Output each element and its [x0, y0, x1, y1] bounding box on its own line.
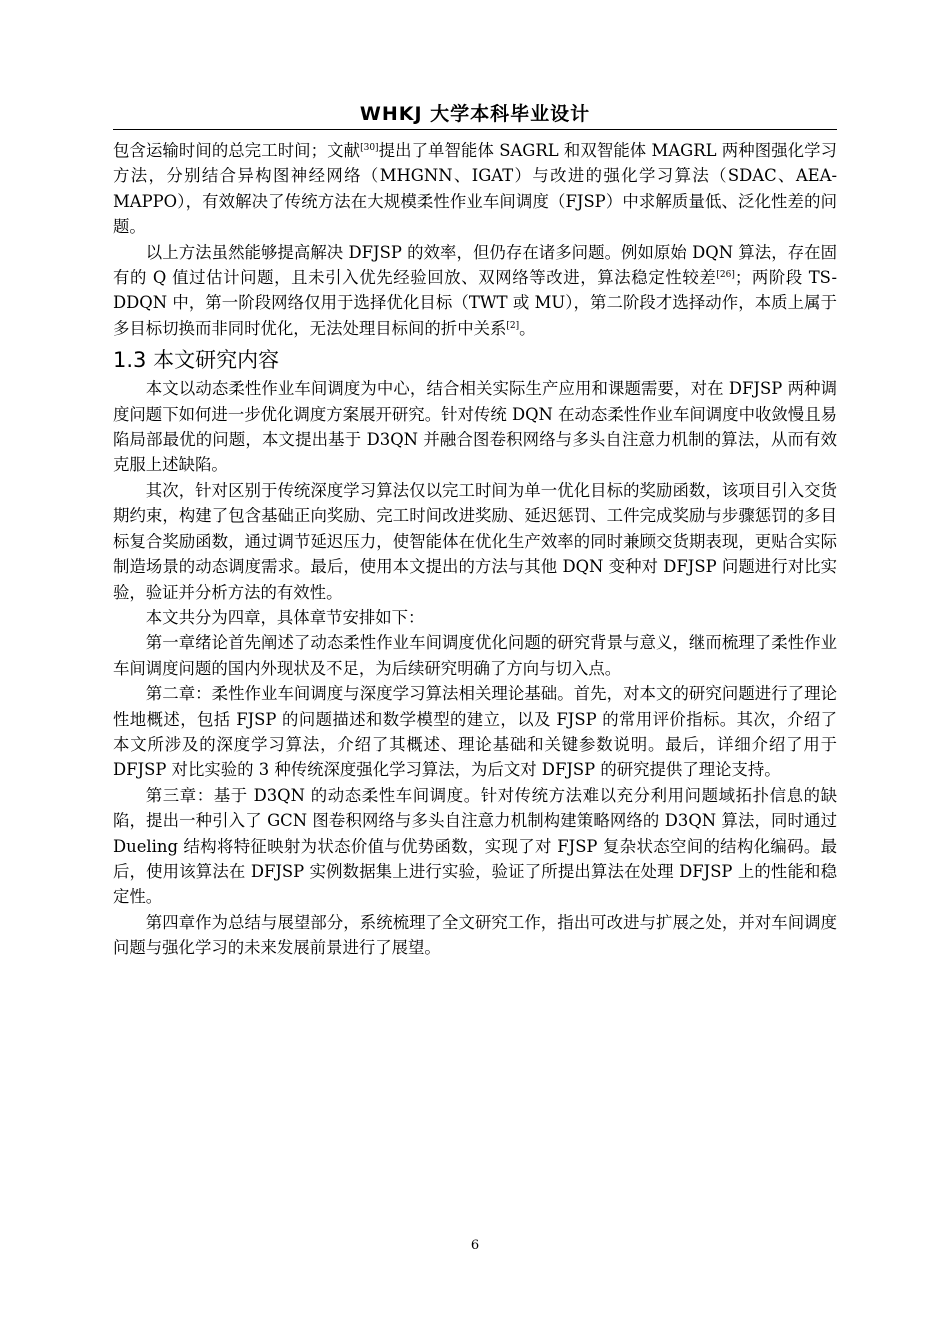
paragraph-text: 提出了单智能体 SAGRL 和双智能体 MAGRL 两种图强化学习方法，分别结合异构图神经网络（MHGNN、IGAT）与改进的强化学习算法（SDAC、AEA-MAPPO），有效解决了传统方法在大规模柔性作业车间调度（FJSP）中求解质量低、泛化性差的问题。	[113, 141, 837, 237]
page-body	[113, 138, 837, 961]
paragraph-5: 本文共分为四章，具体章节安排如下：	[145, 607, 425, 627]
paragraph-6: 第一章绪论首先阐述了动态柔性作业车间调度优化问题的研究背景与意义，继而梳理了柔性作业车间调度问题的国内外现状及不足，为后续研究明确了方向与切入点。	[113, 633, 837, 678]
page-number: 6	[470, 1238, 480, 1253]
paragraph-1	[113, 138, 837, 240]
section-heading: 1.3 本文研究内容	[113, 348, 280, 373]
paragraph-text: 以上方法虽然能够提高解决 DFJSP 的效率，但仍存在诸多问题。例如原始 DQN 算法，存在固有的 Q 值过估计问题，且未引入优先经验回放、双网络等改进，算法稳定性较差	[113, 242, 837, 288]
paragraph-text: 。	[519, 318, 536, 338]
paragraph-7: 第二章：柔性作业车间调度与深度学习算法相关理论基础。首先，对本文的研究问题进行了理论性地概述，包括 FJSP 的问题描述和数学模型的建立，以及 FJSP 的常用评价指标。其次，介绍了本文所涉及的深度学习算法，介绍了其概述、理论基础和关键参数说明。最后，详细介绍了用于 DFJSP 对比实验的 3 种传统深度强化学习算法，为后文对 DFJSP 的研究提供了理论支持。	[113, 684, 837, 780]
page-header-title: WHKJ 大学本科毕业设计	[359, 103, 591, 125]
paragraph-text: ；两阶段 TS-DDQN 中，第一阶段网络仅用于选择优化目标（TWT 或 MU），第二阶段才选择动作，本质上属于多目标切换而非同时优化，无法处理目标间的折中关系	[113, 268, 838, 338]
citation-ref: [30]	[360, 143, 379, 153]
paragraph-text: 包含运输时间的总完工时间；文献	[113, 141, 361, 160]
paragraph-4: 其次，针对区别于传统深度学习算法仅以完工时间为单一优化目标的奖励函数，该项目引入交货期约束，构建了包含基础正向奖励、完工时间改进奖励、延迟惩罚、工件完成奖励与步骤惩罚的多目标复合奖励函数，通过调节延迟压力，使智能体在优化生产效率的同时兼顾交货期表现，更贴合实际制造场景的动态调度需求。最后，使用本文提出的方法与其他 DQN 变种对 DFJSP 问题进行对比实验，验证并分析方法的有效性。	[113, 480, 837, 602]
citation-ref: [26]	[716, 270, 735, 281]
paragraph-9: 第四章作为总结与展望部分，系统梳理了全文研究工作，指出可改进与扩展之处，并对车间调度问题与强化学习的未来发展前景进行了展望。	[113, 912, 837, 958]
paragraph-8: 第三章：基于 D3QN 的动态柔性车间调度。针对传统方法难以充分利用问题域拓扑信息的缺陷，提出一种引入了 GCN 图卷积网络与多头自注意力机制构建策略网络的 D3QN 算法，同时通过 Dueling 结构将特征映射为状态价值与优势函数，实现了对 FJSP 复杂状态空间的结构化编码。最后，使用该算法在 DFJSP 实例数据集上进行实验，验证了所提出算法在处理 DFJSP 上的性能和稳定性。	[113, 785, 837, 907]
citation-ref: [2]	[506, 320, 520, 331]
paragraph-3: 本文以动态柔性作业车间调度为中心，结合相关实际生产应用和课题需要，对在 DFJSP 两种调度问题下如何进一步优化调度方案展开研究。针对传统 DQN 在动态柔性作业车间调度中收敛慢且易陷局部最优的问题，本文提出基于 D3QN 并融合图卷积网络与多头自注意力机制的算法，从而有效克服上述缺陷。	[113, 379, 837, 475]
paragraph-2	[113, 240, 837, 342]
header-rule	[113, 129, 837, 130]
